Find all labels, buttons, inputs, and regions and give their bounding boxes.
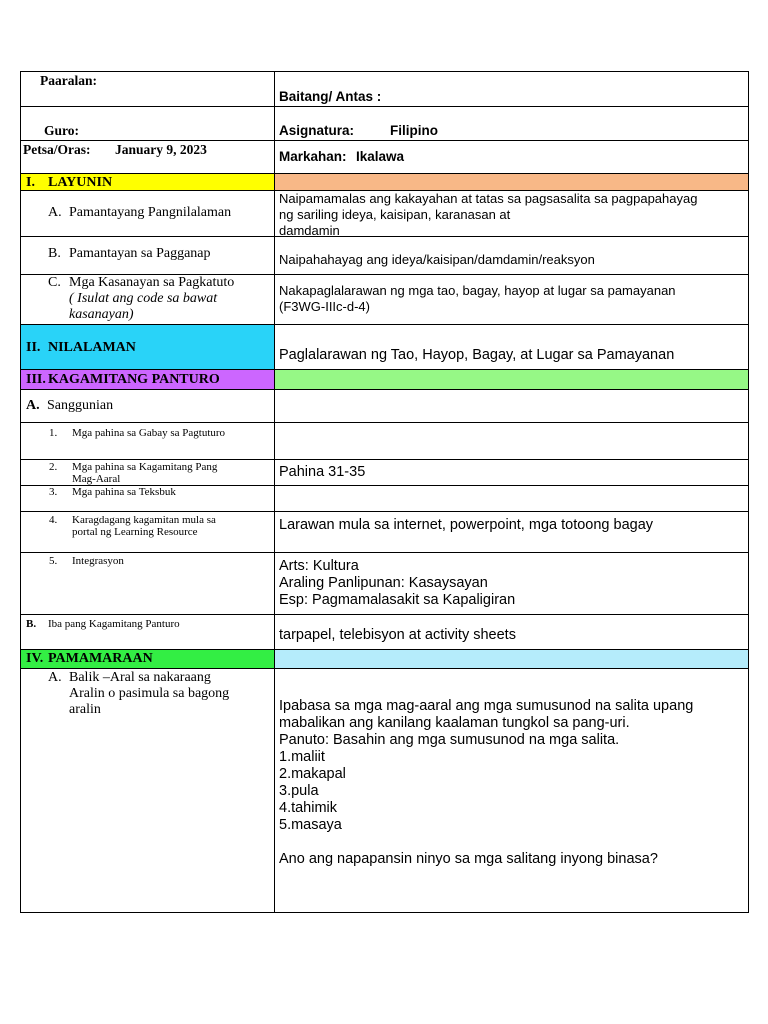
pangnilalaman-label: A. Pamantayang Pangnilalaman	[48, 205, 232, 220]
petsa-value: January 9, 2023	[115, 142, 207, 157]
lesson-plan-page	[20, 71, 748, 913]
paaralan-label: Paaralan:	[40, 73, 97, 88]
balik-aral-content: Ipabasa sa mga mag-aaral ang mga sumusunod na salita upang mabalikan ang kanilang kaalaman tungkol sa pang-uri. Panuto: Basahin ang mga sumusunod na mga salita. 1.maliit 2.makapal 3.pula 4.tahimik 5.masaya Ano ang napapansin ninyo sa mga salitang inyong binasa?	[279, 698, 694, 867]
item-2-value: Pahina 31-35	[279, 464, 366, 480]
kasanayan-value: Nakapaglalarawan ng mga tao, bagay, hayop at lugar sa pamayanan (F3WG-IIIc-d-4)	[279, 283, 676, 314]
row-paaralan	[21, 72, 749, 107]
baitang-label: Baitang/ Antas :	[279, 89, 382, 104]
kasanayan-note-2: kasanayan)	[69, 307, 134, 322]
item-4-value: Larawan mula sa internet, powerpoint, mga totoong bagay	[279, 517, 654, 533]
pamamaraan-heading: IV. PAMAMARAAN	[26, 651, 153, 666]
nilalaman-heading: II. NILALAMAN	[26, 340, 136, 355]
kasanayan-label: C. Mga Kasanayan sa Pagkatuto ( Isulat ang code sa bawat kasanayan)	[48, 275, 235, 322]
row-sanggunian-item-1	[21, 423, 749, 460]
row-sanggunian-item-2	[21, 460, 749, 486]
markahan-value: Ikalawa	[356, 149, 405, 164]
row-layunin-header	[21, 174, 749, 191]
nilalaman-value: Paglalarawan ng Tao, Hayop, Bagay, at Lugar sa Pamayanan	[279, 347, 675, 363]
item-5-value: Arts: Kultura Araling Panlipunan: Kasaysayan Esp: Pagmamalasakit sa Kapaligiran	[279, 558, 516, 608]
row-guro	[21, 107, 749, 141]
item-2-label: 2. Mga pahina sa Kagamitang Pang Mag-Aaral	[49, 461, 218, 485]
lesson-plan-table	[20, 71, 749, 913]
row-nilalaman	[21, 325, 749, 370]
pangnilalaman-value: Naipamamalas ang kakayahan at tatas sa pagsasalita sa pagpapahayag ng sariling ideya, kaisipan, karanasan at damdamin	[279, 191, 698, 237]
row-pamamaraan-header	[21, 650, 749, 669]
iba-pang-label: B. Iba pang Kagamitang Panturo	[26, 618, 180, 630]
asignatura-label: Asignatura:	[279, 123, 355, 138]
sanggunian-label: A. Sanggunian	[26, 398, 114, 413]
kagamitan-heading: III. KAGAMITANG PANTURO	[26, 372, 220, 387]
item-4-label: 4. Karagdagang kagamitan mula sa portal ng Learning Resource	[49, 514, 216, 538]
pagganap-value: Naipahahayag ang ideya/kaisipan/damdamin/reaksyon	[279, 252, 595, 267]
pagganap-label: B. Pamantayan sa Pagganap	[48, 246, 211, 261]
row-petsa	[21, 141, 749, 174]
balik-aral-label: A. Balik –Aral sa nakaraang Aralin o pasimula sa bagong aralin	[48, 670, 230, 717]
row-iba-pang-kagamitan	[21, 615, 749, 650]
kasanayan-note-1: ( Isulat ang code sa bawat	[69, 291, 218, 306]
row-pamantayang-pangnilalaman	[21, 191, 749, 237]
item-1-label: 1. Mga pahina sa Gabay sa Pagtuturo	[49, 427, 226, 439]
markahan-label: Markahan:	[279, 149, 347, 164]
item-3-label: 3. Mga pahina sa Teksbuk	[49, 486, 176, 498]
row-sanggunian-item-3	[21, 486, 749, 512]
row-sanggunian-item-5	[21, 553, 749, 615]
row-balik-aral	[21, 669, 749, 913]
asignatura-value: Filipino	[390, 123, 438, 138]
layunin-heading: I. LAYUNIN	[26, 175, 113, 190]
row-sanggunian-item-4	[21, 512, 749, 553]
row-sanggunian	[21, 390, 749, 423]
petsa-label: Petsa/Oras:	[23, 142, 91, 157]
guro-label: Guro:	[44, 123, 80, 138]
row-kagamitan-header	[21, 370, 749, 390]
item-5-label: 5. Integrasyon	[49, 555, 124, 567]
row-pamantayan-pagganap	[21, 237, 749, 275]
iba-pang-value: tarpapel, telebisyon at activity sheets	[279, 627, 516, 643]
row-kasanayan	[21, 275, 749, 325]
